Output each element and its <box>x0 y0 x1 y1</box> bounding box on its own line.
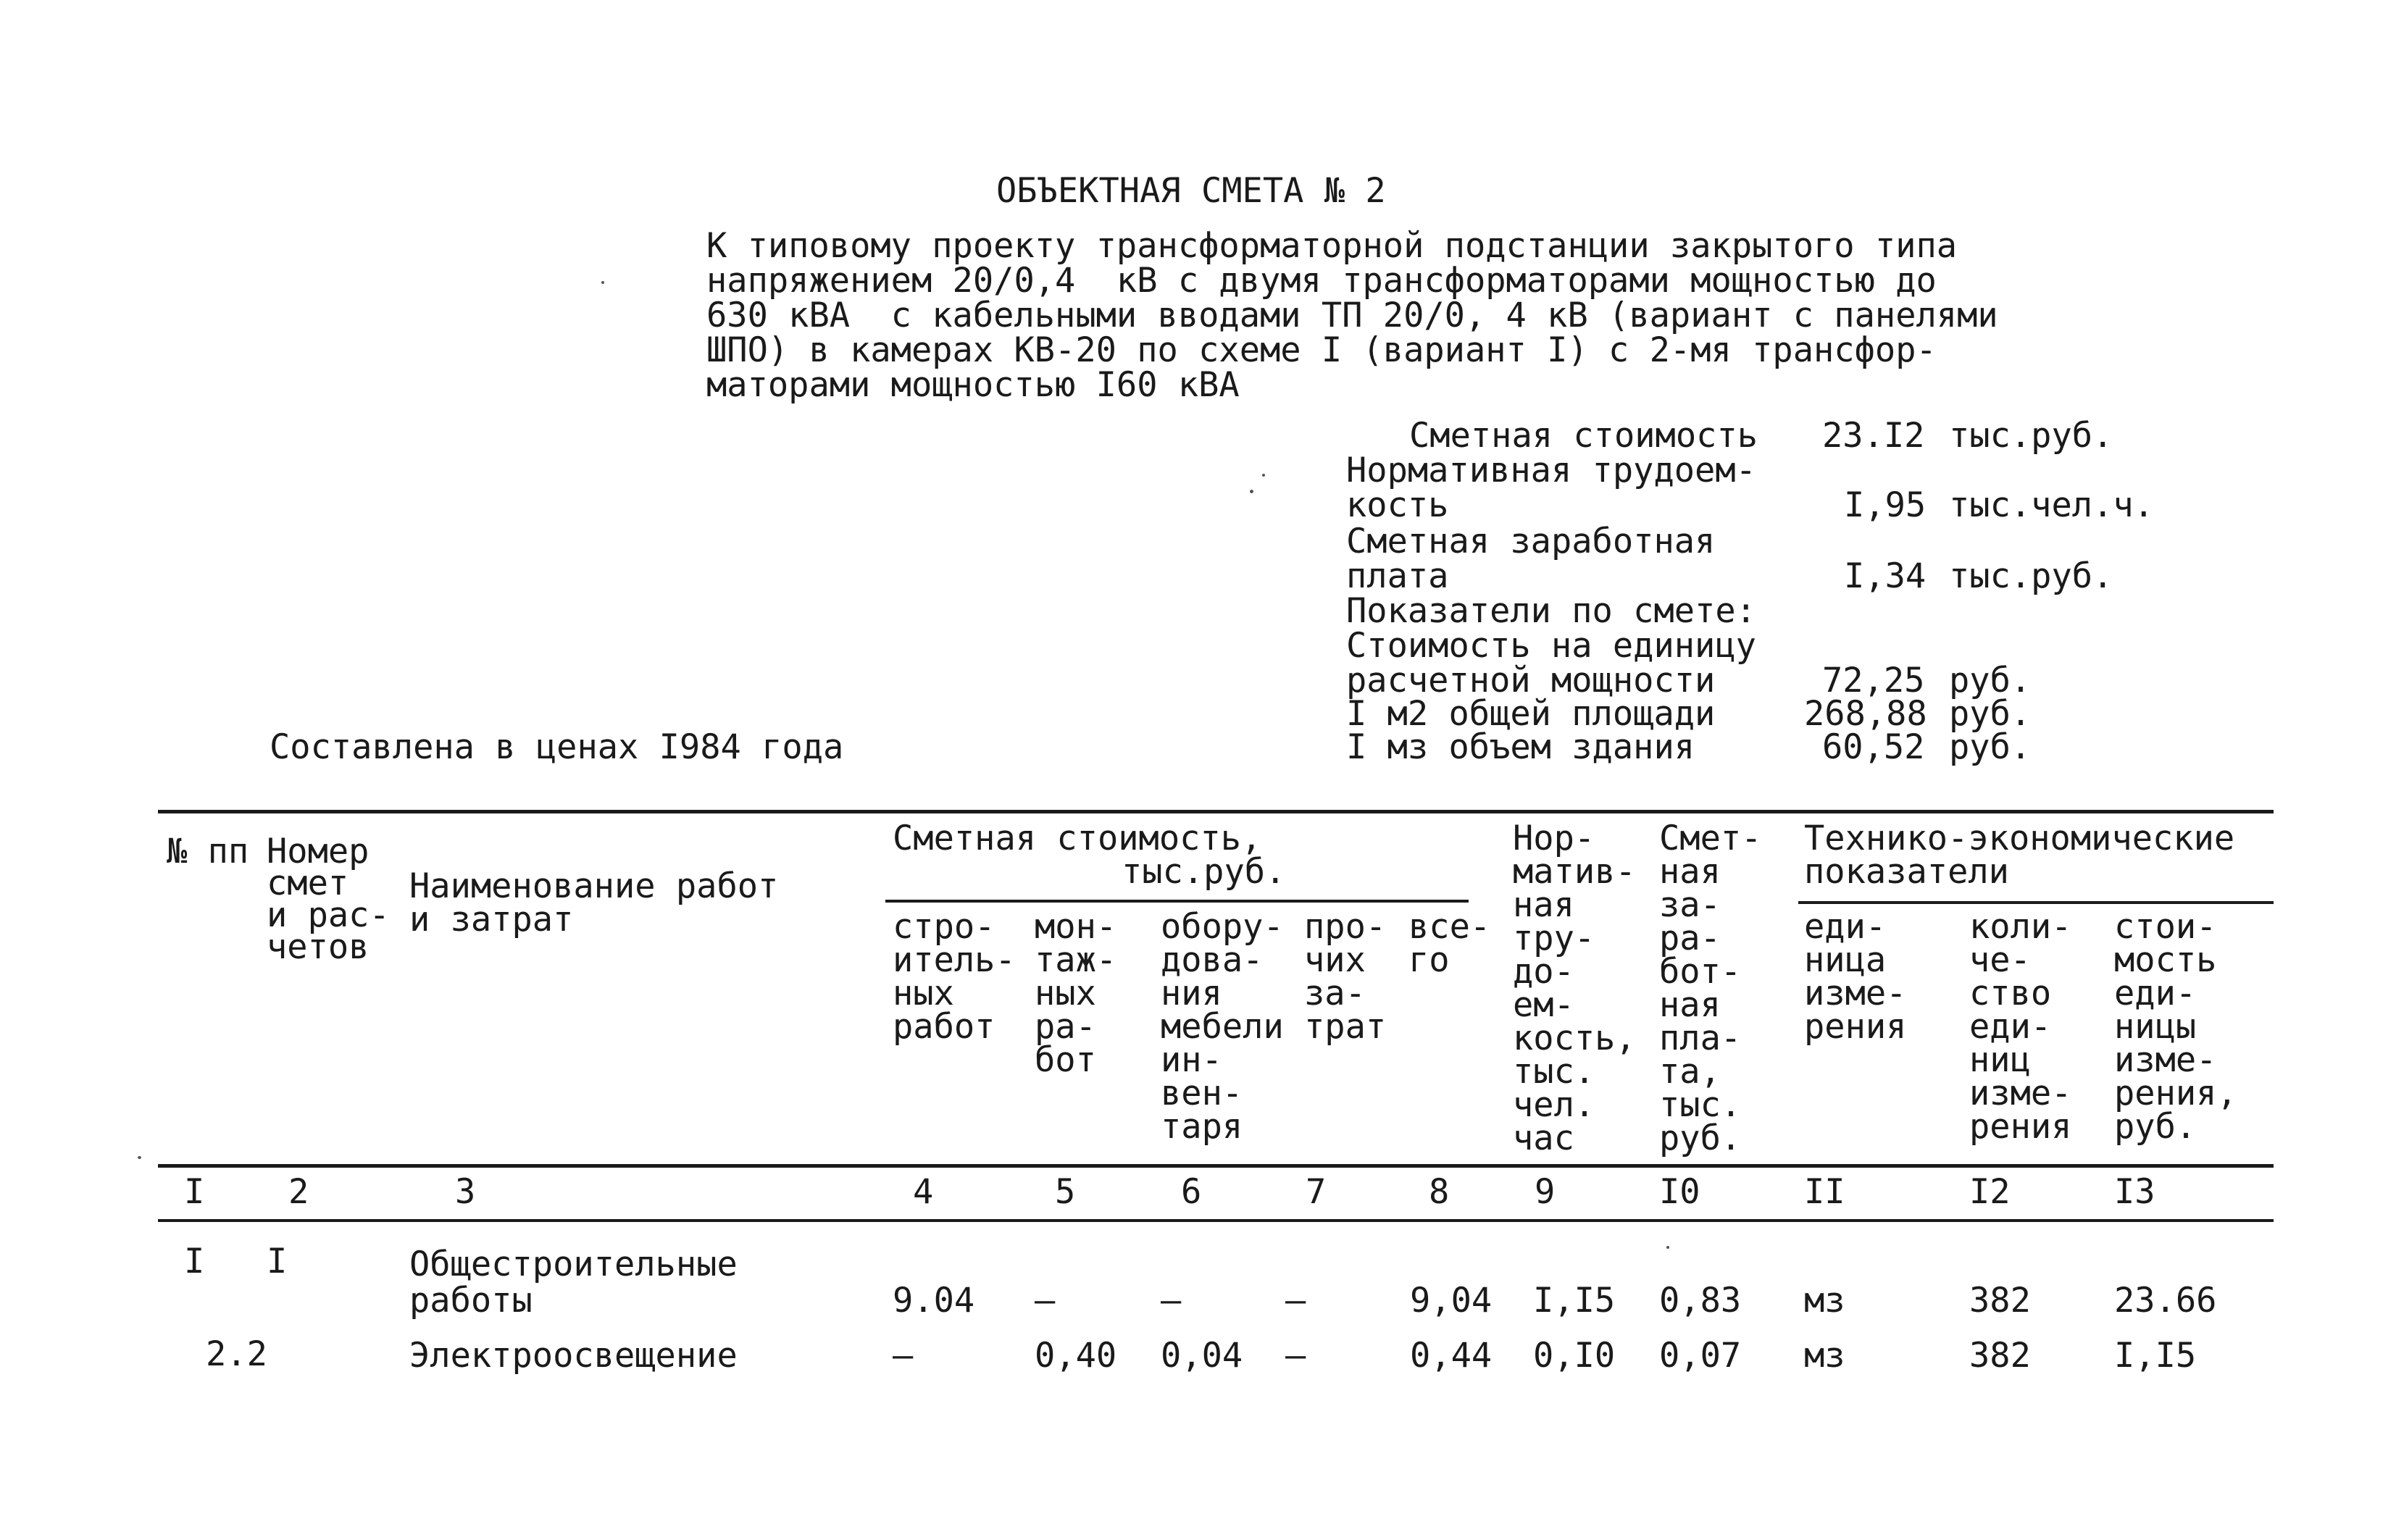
price-basis: Составлена в ценах I984 года <box>270 727 844 767</box>
volume-label: I мз объем здания <box>1346 727 1695 767</box>
description-line: 630 кВА с кабельными вводами ТП 20/0, 4 кВ (вариант с панелями <box>706 296 1998 335</box>
column-number: II <box>1804 1172 1845 1212</box>
header-text: таж- <box>1035 940 1117 980</box>
volume-unit: руб. <box>1949 727 2032 767</box>
header-text: трат <box>1304 1007 1387 1047</box>
scan-speck <box>1262 474 1265 477</box>
header-text: рения <box>1804 1007 1907 1047</box>
header-text: за- <box>1659 885 1721 925</box>
area-value: 268,88 <box>1804 694 1927 734</box>
header-text: изме- <box>1804 974 1907 1013</box>
column-number: I <box>184 1172 205 1212</box>
header-text: за- <box>1304 974 1366 1013</box>
column-number: 3 <box>455 1172 476 1212</box>
cell-equipment: – <box>1161 1281 1182 1321</box>
cell-other: – <box>1285 1281 1306 1321</box>
header-text: и рас- <box>267 895 390 935</box>
cell-wage: 0,83 <box>1659 1281 1742 1321</box>
cell-name: Общестроительные <box>409 1244 738 1284</box>
cell-estimate: I <box>267 1242 288 1281</box>
header-text: еди- <box>1804 907 1887 947</box>
table-top-rule <box>158 810 2274 813</box>
scan-speck <box>1666 1246 1669 1249</box>
cell-labor: 0,I0 <box>1533 1336 1616 1376</box>
header-text: стои- <box>2114 907 2217 947</box>
cell-wage: 0,07 <box>1659 1336 1742 1376</box>
description-line: маторами мощностью I60 кВА <box>706 365 1240 405</box>
header-text: еди- <box>1969 1007 2052 1047</box>
header-text: изме- <box>2114 1040 2217 1080</box>
scan-speck <box>1250 490 1253 493</box>
header-text: рения, <box>2114 1074 2237 1113</box>
column-number: 2 <box>288 1172 309 1212</box>
cell-name: работы <box>409 1281 533 1321</box>
volume-value: 60,52 <box>1822 727 1925 767</box>
header-text: тыс. <box>1659 1085 1742 1125</box>
labor-label: кость <box>1346 485 1449 525</box>
description-line: К типовому проекту трансформаторной подстанции закрытого типа <box>706 226 1958 266</box>
cell-unit: мз <box>1804 1336 1845 1376</box>
cell-unit-cost: 23.66 <box>2114 1281 2217 1321</box>
labor-value: I,95 <box>1844 485 1927 525</box>
header-text: ин- <box>1161 1040 1222 1080</box>
wage-label: Сметная заработная <box>1346 522 1716 561</box>
area-label: I м2 общей площади <box>1346 694 1716 734</box>
cell-unit-cost: I,I5 <box>2114 1336 2197 1376</box>
cell-labor: I,I5 <box>1533 1281 1616 1321</box>
header-text: четов <box>267 927 370 967</box>
header-text: работ <box>893 1007 995 1047</box>
header-text: мость <box>2114 940 2217 980</box>
header-text: вен- <box>1161 1074 1243 1113</box>
header-text: Технико-экономические <box>1804 819 2235 858</box>
header-text: ра- <box>1035 1007 1096 1047</box>
cell-installation: – <box>1035 1281 1056 1321</box>
cell-unit: мз <box>1804 1281 1845 1321</box>
header-text: ная <box>1659 852 1721 892</box>
wage-value: I,34 <box>1844 556 1927 596</box>
header-text: ных <box>1035 974 1096 1013</box>
description-line: ШПО) в камерах КВ-20 по схеме I (вариант I) с 2-мя трансфор- <box>706 330 1937 370</box>
header-text: Сметная стоимость, <box>893 819 1262 858</box>
area-unit: руб. <box>1949 694 2032 734</box>
header-text: матив- <box>1513 852 1636 892</box>
header-text: все- <box>1408 907 1491 947</box>
header-text: го <box>1408 940 1450 980</box>
cost-value: 23.I2 <box>1822 416 1925 456</box>
document-title: ОБЪЕКТНАЯ СМЕТА № 2 <box>996 171 1386 211</box>
header-text: еди- <box>2114 974 2197 1013</box>
header-text: ница <box>1804 940 1887 980</box>
header-text: бот- <box>1659 952 1742 992</box>
cell-estimate: 2.2 <box>206 1334 267 1374</box>
cell-equipment: 0,04 <box>1161 1336 1243 1376</box>
header-text: обору- <box>1161 907 1284 947</box>
header-text: та, <box>1659 1052 1721 1092</box>
labor-unit: тыс.чел.ч. <box>1949 485 2154 525</box>
cell-construction: – <box>893 1336 914 1376</box>
cell-quantity: 382 <box>1969 1336 2031 1376</box>
column-number: 4 <box>913 1172 934 1212</box>
header-text: Смет- <box>1659 819 1762 858</box>
cell-total: 9,04 <box>1410 1281 1493 1321</box>
column-number: 6 <box>1181 1172 1202 1212</box>
cell-quantity: 382 <box>1969 1281 2031 1321</box>
unit-cost-unit: руб. <box>1949 661 2032 700</box>
cell-installation: 0,40 <box>1035 1336 1117 1376</box>
header-text: че- <box>1969 940 2031 980</box>
header-text: ем- <box>1513 985 1574 1025</box>
unit-cost-label: расчетной мощности <box>1346 661 1716 700</box>
description-line: напряжением 20/0,4 кВ с двумя трансформаторами мощностью до <box>706 261 1937 301</box>
header-text: и затрат <box>409 900 574 940</box>
column-number: 5 <box>1055 1172 1076 1212</box>
column-number: I2 <box>1969 1172 2011 1212</box>
header-text: смет <box>267 863 349 903</box>
header-text: ство <box>1969 974 2052 1013</box>
header-text: ния <box>1161 974 1222 1013</box>
header-text: бот <box>1035 1040 1096 1080</box>
tech-group-rule <box>1798 901 2274 904</box>
header-text: руб. <box>2114 1107 2197 1147</box>
header-text: ницы <box>2114 1007 2197 1047</box>
header-text: дова- <box>1161 940 1264 980</box>
cell-construction: 9.04 <box>893 1281 975 1321</box>
unit-cost-label: Стоимость на единицу <box>1346 626 1756 666</box>
header-text: чел. <box>1513 1085 1595 1125</box>
header-text: тыс. <box>1513 1052 1595 1092</box>
header-text: мебели <box>1161 1007 1284 1047</box>
header-text: ная <box>1513 885 1574 925</box>
header-text: тыс.руб. <box>1122 852 1286 892</box>
header-text: итель- <box>893 940 1016 980</box>
header-text: час <box>1513 1118 1574 1158</box>
header-bottom-rule <box>158 1164 2274 1168</box>
header-text: стро- <box>893 907 995 947</box>
column-number: 8 <box>1429 1172 1450 1212</box>
header-text: ниц <box>1969 1040 2031 1080</box>
header-text: ра- <box>1659 918 1721 958</box>
indicators-label: Показатели по смете: <box>1346 591 1756 631</box>
header-text: ных <box>893 974 954 1013</box>
header-text: Нор- <box>1513 819 1595 858</box>
column-number: 9 <box>1535 1172 1556 1212</box>
header-text: про- <box>1304 907 1387 947</box>
cell-number: I <box>184 1242 205 1281</box>
header-text: измe- <box>1969 1074 2072 1113</box>
header-text: пла- <box>1659 1018 1742 1058</box>
header-col-1: № пп <box>167 832 249 871</box>
header-text: тру- <box>1513 918 1595 958</box>
header-text: таря <box>1161 1107 1243 1147</box>
column-number: I0 <box>1659 1172 1700 1212</box>
header-text: до- <box>1513 952 1574 992</box>
cell-other: – <box>1285 1336 1306 1376</box>
scan-speck <box>138 1156 141 1159</box>
cost-label: Сметная стоимость <box>1409 416 1758 456</box>
wage-unit: тыс.руб. <box>1949 556 2113 596</box>
labor-label: Нормативная трудоем- <box>1346 451 1756 490</box>
cost-unit: тыс.руб. <box>1949 416 2113 456</box>
cost-group-rule <box>885 900 1469 903</box>
header-text: Наименование работ <box>409 866 779 906</box>
unit-cost-value: 72,25 <box>1822 661 1925 700</box>
header-text: ная <box>1659 985 1721 1025</box>
column-numbers-rule <box>158 1219 2274 1222</box>
header-text: показатели <box>1804 852 2009 892</box>
header-text: рения <box>1969 1107 2072 1147</box>
header-text: мон- <box>1035 907 1117 947</box>
header-text: Номер <box>267 832 370 871</box>
cell-name: Электроосвещение <box>409 1336 738 1376</box>
header-text: руб. <box>1659 1118 1742 1158</box>
header-text: кость, <box>1513 1018 1636 1058</box>
column-number: 7 <box>1306 1172 1327 1212</box>
scan-speck <box>601 281 604 284</box>
cell-total: 0,44 <box>1410 1336 1493 1376</box>
header-text: коли- <box>1969 907 2072 947</box>
header-text: чих <box>1304 940 1366 980</box>
column-number: I3 <box>2114 1172 2155 1212</box>
wage-label: плата <box>1346 556 1449 596</box>
